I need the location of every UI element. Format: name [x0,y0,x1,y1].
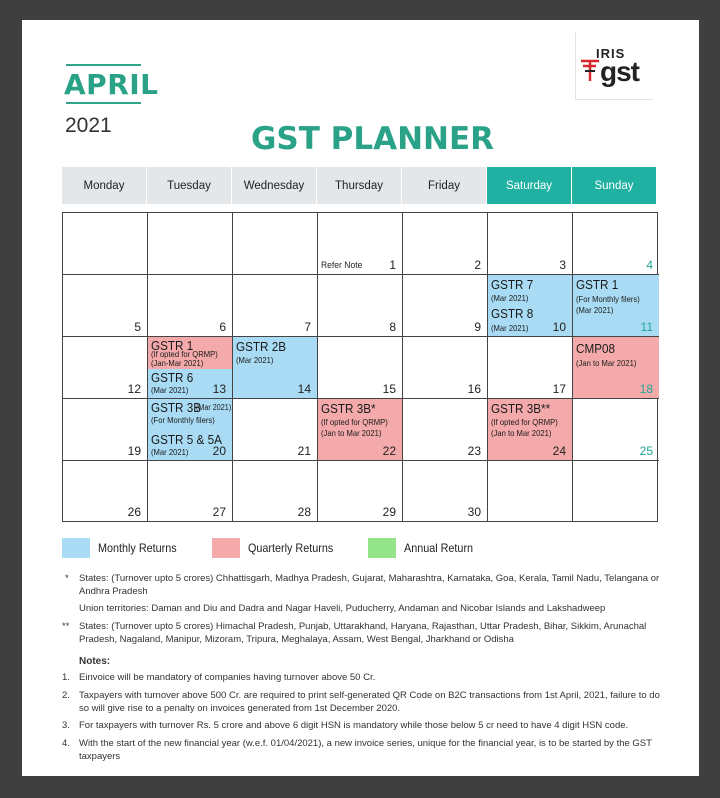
calendar-cell-empty [233,213,318,275]
legend-swatch-annual [368,538,396,558]
note-item [62,672,662,686]
calendar-cell-27 [148,461,233,521]
calendar-cell-2 [403,213,488,275]
footnote-mark: ** [62,621,70,632]
day-number: 7 [304,320,311,334]
calendar-cell-8 [318,275,403,337]
day-number: 13 [212,382,226,396]
event-title: GSTR 3B [151,400,202,415]
calendar-cell-17 [488,337,573,399]
note-text: With the start of the new financial year (w.e.f. 01/04/2021), a new invoice series, unique for the financial year, is to be started by the GST taxpayers [79,738,652,762]
quarterly-event-block [148,337,232,369]
note-item [62,690,662,716]
refer-note-label: Refer Note [321,260,363,271]
event-filer-type: (For Monthly filers) [151,415,215,425]
footnote-single-star [62,573,662,599]
day-number: 21 [297,444,311,458]
day-header-wednesday: Wednesday [232,167,316,204]
footnote-text: States: (Turnover upto 5 crores) Himachal Pradesh, Punjab, Uttarakhand, Haryana, Rajasthan, Uttar Pradesh, Bihar, Sikkim, Arunachal Pradesh, Nagaland, Manipur, Mizoram, Tripura, Meghalaya, Assam, West Bengal, Jharkhand or Odisha [79,621,647,645]
month-top-rule [66,64,141,66]
legend-swatch-monthly [62,538,90,558]
day-number: 9 [474,320,481,334]
event-filer-type: (If opted for QRMP) [321,417,388,427]
footnote-double-star [62,621,662,647]
note-text: For taxpayers with turnover Rs. 5 crore and above 6 digit HSN is mandatory while those below 5 cr need to have 4 digit HSN code. [79,720,629,731]
planner-page [22,20,699,776]
event-title: GSTR 5 & 5A [151,432,222,447]
day-number: 24 [552,444,566,458]
calendar-grid [62,212,658,522]
day-number: 19 [127,444,141,458]
weekday-header-row [62,167,657,204]
event-period: (Mar 2021) [491,323,529,333]
month-bottom-rule [66,102,141,104]
calendar-cell-empty [63,213,148,275]
calendar-cell-3 [488,213,573,275]
iris-gst-logo [575,32,653,100]
day-number: 8 [389,320,396,334]
event-filer-type: (For Monthly filers) [576,294,640,304]
legend-label: Quarterly Returns [248,541,334,555]
day-number: 11 [640,320,653,334]
day-number: 29 [382,505,396,519]
event-period: (Jan to Mar 2021) [321,428,382,438]
legend-swatch-quarterly [212,538,240,558]
calendar-cell-24 [488,399,573,461]
day-number: 17 [552,382,566,396]
legend-quarterly [212,538,343,558]
day-number: 18 [639,382,653,396]
footnote-text: Union territories: Daman and Diu and Dadra and Nagar Haveli, Puducherry, Andaman and Nicobar Islands and Lakshadweep [79,603,606,614]
calendar-cell-10 [488,275,573,337]
day-number: 20 [212,444,226,458]
calendar-cell-22 [318,399,403,461]
event-title: GSTR 3B** [491,401,551,416]
legend [62,538,682,558]
calendar-cell-1 [318,213,403,275]
note-item [62,738,662,764]
event-period: (Jan-Mar 2021) [151,358,204,368]
calendar-cell-20 [148,399,233,461]
legend-label: Monthly Returns [98,541,177,555]
footnote-mark: * [65,573,69,584]
calendar-cell-28 [233,461,318,521]
day-header-friday: Friday [402,167,486,204]
event-title: GSTR 1 [151,338,194,353]
event-title: GSTR 2B [236,339,287,354]
calendar-cell-14 [233,337,318,399]
event-period: (Jan to Mar 2021) [491,428,552,438]
calendar-cell-25 [573,399,659,461]
calendar-cell-16 [403,337,488,399]
day-number: 2 [474,258,481,272]
day-number: 6 [219,320,226,334]
day-number: 12 [127,382,141,396]
day-number: 27 [212,505,226,519]
calendar-cell-5 [63,275,148,337]
event-filer-type: (If opted for QRMP) [491,417,558,427]
event-title: GSTR 3B* [321,401,376,416]
notes-heading: Notes: [79,656,111,667]
event-period: (Mar 2021) [151,447,189,457]
event-title: GSTR 8 [491,306,534,321]
calendar-cell-29 [318,461,403,521]
logo-gst-text: gst [600,56,639,87]
calendar-cell-26 [63,461,148,521]
calendar-cell-12 [63,337,148,399]
calendar-cell-23 [403,399,488,461]
calendar-cell-7 [233,275,318,337]
footnote-union-territories [62,603,662,617]
calendar-cell-4 [573,213,659,275]
footnote-text: States: (Turnover upto 5 crores) Chhattisgarh, Madhya Pradesh, Gujarat, Maharashtra, Karnataka, Goa, Kerala, Tamil Nadu, Telangana or Andhra Pradesh [79,573,660,597]
day-number: 22 [382,444,396,458]
calendar-cell-6 [148,275,233,337]
note-number: 1. [62,672,70,683]
calendar-cell-19 [63,399,148,461]
day-header-sunday: Sunday [572,167,656,204]
day-number: 26 [127,505,141,519]
year-label: 2021 [65,114,112,137]
event-title: GSTR 1 [576,277,619,292]
day-number: 10 [552,320,566,334]
event-period: (Mar 2021) [576,305,614,315]
calendar-cell-13 [148,337,233,399]
day-header-tuesday: Tuesday [147,167,231,204]
day-number: 25 [639,444,653,458]
month-label: APRIL [64,68,159,101]
note-text: Taxpayers with turnover above 500 Cr. are required to print self-generated QR Code on B2C transactions from 1st April, 2021, failure to do so will give rise to a penalty on invoices generated from 1st December 2020. [79,690,660,714]
day-number: 3 [559,258,566,272]
day-number: 14 [297,382,311,396]
event-period: (Mar 2021) [151,385,189,395]
event-period: (Mar 2021) [236,355,274,365]
event-filer-type: (If opted for QRMP) [151,349,218,359]
legend-label: Annual Return [404,541,474,555]
day-number: 4 [646,258,653,272]
event-period: (Mar 2021) [196,403,232,412]
page-title: GST PLANNER [250,121,495,157]
calendar-cell-11 [573,275,659,337]
calendar-cell-18 [573,337,659,399]
calendar-cell-9 [403,275,488,337]
event-period: (Mar 2021) [491,293,529,303]
event-title: GSTR 6 [151,370,194,385]
day-header-thursday: Thursday [317,167,401,204]
day-number: 23 [467,444,481,458]
day-number: 16 [467,382,481,396]
event-title: CMP08 [576,341,616,356]
calendar-cell-empty [488,461,573,521]
note-number: 4. [62,738,70,749]
day-number: 30 [467,505,481,519]
legend-monthly [62,538,185,558]
calendar-cell-empty [573,461,659,521]
note-text: Einvoice will be mandatory of companies having turnover above 50 Cr. [79,672,376,683]
day-number: 28 [297,505,311,519]
day-header-monday: Monday [62,167,146,204]
note-number: 3. [62,720,70,731]
day-header-saturday: Saturday [487,167,571,204]
event-period: (Jan to Mar 2021) [576,358,637,368]
calendar-cell-21 [233,399,318,461]
note-number: 2. [62,690,70,701]
day-number: 5 [134,320,141,334]
event-title: GSTR 7 [491,277,534,292]
calendar-cell-15 [318,337,403,399]
legend-annual [368,538,481,558]
logo-iris-text: IRIS [596,46,626,61]
calendar-cell-empty [148,213,233,275]
note-item [62,720,662,734]
day-number: 1 [389,258,396,272]
calendar-cell-30 [403,461,488,521]
day-number: 15 [382,382,396,396]
